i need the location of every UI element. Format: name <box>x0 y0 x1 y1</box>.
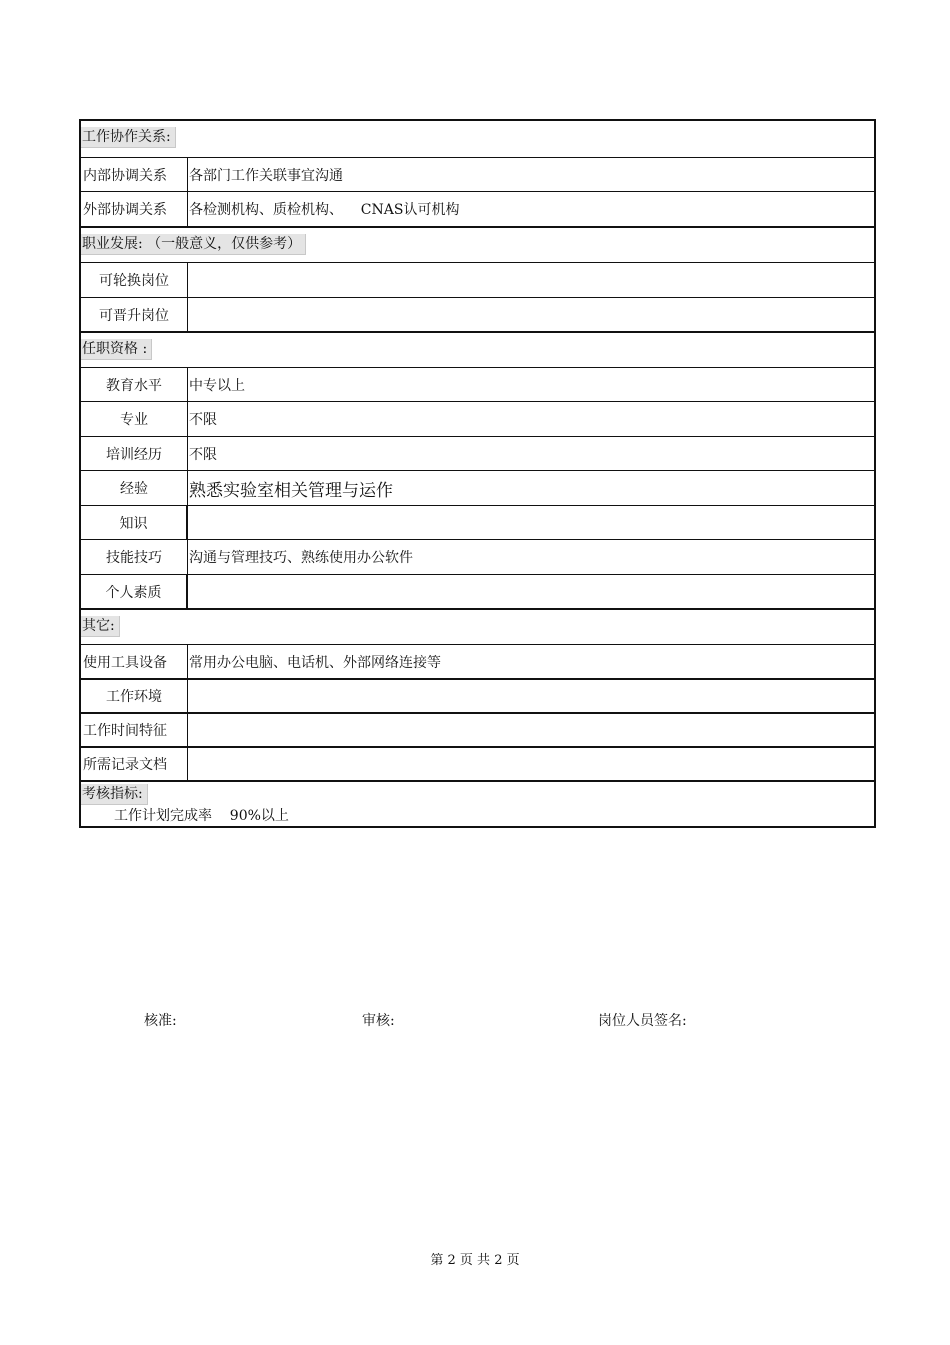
row-knowledge <box>81 505 874 539</box>
section-assessment <box>81 780 874 826</box>
row-training <box>81 436 874 470</box>
label-rotation-position: 可轮换岗位 <box>81 263 188 297</box>
value-environment <box>188 680 874 712</box>
row-personal-quality <box>81 574 874 608</box>
signature-approve: 核准: <box>144 1013 177 1029</box>
label-promotion-position: 可晋升岗位 <box>81 298 188 331</box>
value-personal-quality <box>188 575 874 608</box>
value-documents <box>188 748 874 780</box>
section-title-assessment: 考核指标: <box>81 784 148 805</box>
label-major: 专业 <box>81 402 188 436</box>
label-tools: 使用工具设备 <box>81 645 188 678</box>
label-personal-quality: 个人素质 <box>81 575 188 608</box>
value-knowledge <box>188 506 874 539</box>
value-experience: 熟悉实验室相关管理与运作 <box>189 480 393 501</box>
row-environment <box>81 678 874 712</box>
value-promotion-position <box>188 298 874 331</box>
row-major <box>81 401 874 436</box>
value-work-time <box>188 714 874 746</box>
value-internal-coordination: 各部门工作关联事宜沟通 <box>189 167 343 184</box>
row-promotion-position <box>81 297 874 331</box>
section-career <box>81 226 874 262</box>
row-rotation-position <box>81 262 874 297</box>
section-cooperation <box>81 121 874 157</box>
row-experience <box>81 470 874 505</box>
row-education <box>81 367 874 401</box>
section-title-qualification: 任职资格 : <box>81 339 152 360</box>
label-documents: 所需记录文档 <box>81 748 188 780</box>
row-internal-coordination <box>81 157 874 191</box>
label-education: 教育水平 <box>81 368 188 401</box>
label-experience: 经验 <box>81 471 188 505</box>
section-title-other: 其它: <box>81 616 120 637</box>
value-skills: 沟通与管理技巧、熟练使用办公软件 <box>189 550 413 566</box>
label-environment: 工作环境 <box>81 680 188 712</box>
label-knowledge: 知识 <box>81 506 188 539</box>
label-work-time: 工作时间特征 <box>81 714 188 746</box>
page-number: 第 2 页 共 2 页 <box>430 1253 520 1268</box>
assessment-text: 工作计划完成率 90%以上 <box>114 808 289 824</box>
row-skills <box>81 539 874 574</box>
label-training: 培训经历 <box>81 437 188 470</box>
job-description-form <box>79 119 876 828</box>
label-external-coordination: 外部协调关系 <box>81 192 188 226</box>
value-rotation-position <box>188 263 874 297</box>
value-external-coordination: 各检测机构、质检机构、 CNAS认可机构 <box>189 202 460 218</box>
row-tools <box>81 644 874 678</box>
row-work-time <box>81 712 874 746</box>
row-external-coordination <box>81 191 874 226</box>
value-major: 不限 <box>189 412 217 428</box>
section-title-career: 职业发展: （一般意义，仅供参考） <box>81 234 306 255</box>
label-skills: 技能技巧 <box>81 540 188 574</box>
signature-employee: 岗位人员签名: <box>598 1013 687 1029</box>
value-tools: 常用办公电脑、电话机、外部网络连接等 <box>189 654 441 671</box>
signature-review: 审核: <box>362 1013 395 1029</box>
section-title-cooperation: 工作协作关系: <box>81 127 176 148</box>
value-education: 中专以上 <box>189 377 245 394</box>
section-other <box>81 608 874 644</box>
value-training: 不限 <box>189 446 217 463</box>
row-documents <box>81 746 874 780</box>
label-internal-coordination: 内部协调关系 <box>81 158 188 191</box>
section-qualification <box>81 331 874 367</box>
